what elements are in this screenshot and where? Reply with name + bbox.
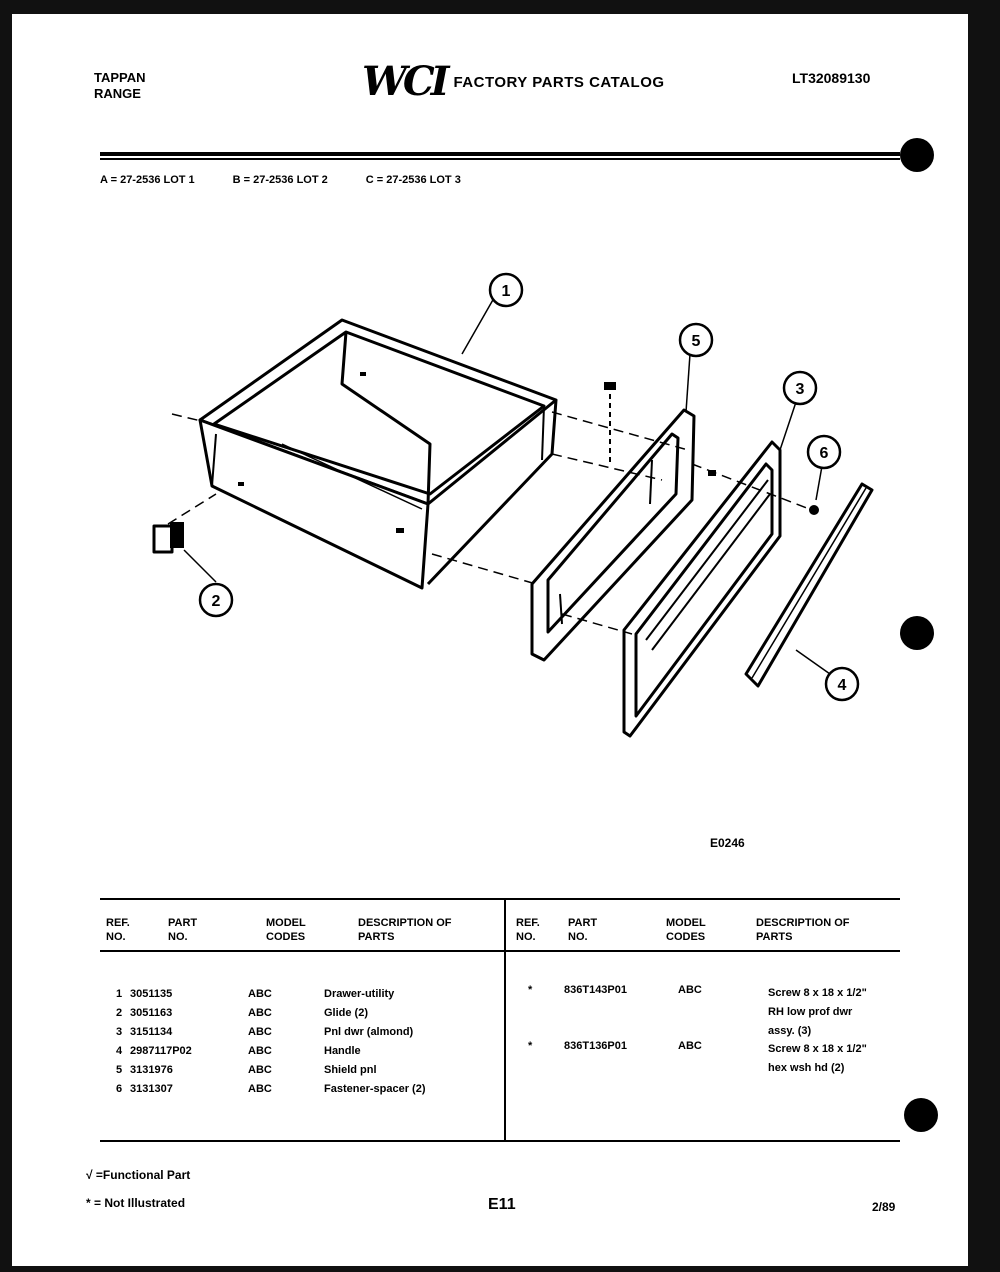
part-number-cell: 836T143P01 [564,984,627,996]
legend-functional: √ =Functional Part [86,1168,191,1182]
model-code-cell: ABC [678,1040,702,1052]
description-cell: Glide (2) [324,1006,369,1019]
model-code-cell: ABC [248,1044,272,1057]
brand-name: TAPPAN [94,70,146,85]
description-cell: Screw 8 x 18 x 1/2" RH low prof dwr assy. (3) [768,987,867,1037]
description-cell: Shield pnl [324,1063,377,1076]
revision-date: 2/89 [872,1200,896,1214]
callout-3: 3 [795,381,805,398]
catalog-page [12,14,968,1266]
ref-cell: 6 [116,1082,123,1095]
page-code: E11 [488,1196,516,1213]
exploded-parts-diagram [132,254,892,754]
figure-id: E0246 [710,836,745,850]
brand-block [94,70,146,102]
header-model-codes: MODEL CODES [266,917,306,943]
table-row [88,1003,484,1022]
ref-cell: * [528,1040,533,1052]
model-code-cell: ABC [248,987,272,1000]
description-cell: Screw 8 x 18 x 1/2" hex wsh hd (2) [768,1043,867,1074]
lot-code-c: C = 27-2536 LOT 3 [365,174,461,186]
lot-code-a: A = 27-2536 LOT 1 [100,174,195,186]
header-ref-no: REF. NO. [106,917,130,943]
ref-cell: 3 [116,1025,123,1038]
description-cell: Fastener-spacer (2) [324,1082,426,1095]
header-part-no: PART NO. [168,917,198,943]
header-rule-thin [100,158,900,160]
drawer-utility-drawing [200,320,556,588]
model-code-cell: ABC [248,1006,272,1019]
table-row [512,1040,908,1078]
header-description: DESCRIPTION OF PARTS [756,917,850,943]
header-ref-no: REF. NO. [516,917,540,943]
catalog-number: LT32089130 [792,70,871,86]
part-number-cell: 3051135 [130,987,173,1000]
table-column-divider [504,900,506,1140]
part-number-cell: 3051163 [130,1006,173,1019]
description-cell: Handle [324,1044,361,1057]
table-row [512,984,908,1041]
callout-4: 4 [837,677,847,694]
legend-not-illustrated: * = Not Illustrated [86,1196,186,1210]
catalog-heading [362,58,665,105]
punch-hole-icon [900,616,934,650]
header-rule [100,152,900,156]
ref-cell: 5 [116,1063,123,1076]
table-row [88,1060,484,1079]
description-cell: Drawer-utility [324,987,395,1000]
table-rule-bottom [100,1140,900,1142]
lot-codes [100,174,461,186]
part-number-cell: 3151134 [130,1025,173,1038]
ref-cell: 1 [116,987,123,1000]
part-number-cell: 3131307 [130,1082,173,1095]
punch-hole-icon [900,138,934,172]
callout-1: 1 [501,283,511,300]
table-rule-top [100,898,900,900]
screw-drawing [604,382,616,464]
ref-cell: 4 [116,1044,123,1057]
header-model-codes: MODEL CODES [666,917,706,943]
header-description: DESCRIPTION OF PARTS [358,917,452,943]
catalog-title: FACTORY PARTS CATALOG [453,73,665,91]
table-row [88,984,484,1003]
model-code-cell: ABC [678,984,702,996]
glide-drawing [154,522,184,552]
model-code-cell: ABC [248,1025,272,1038]
part-number-cell: 836T136P01 [564,1040,627,1052]
model-code-cell: ABC [248,1063,272,1076]
part-number-cell: 2987117P02 [130,1044,192,1057]
ref-cell: * [528,984,533,996]
lot-code-b: B = 27-2536 LOT 2 [232,174,328,186]
table-row [88,1041,484,1060]
fastener-drawing [809,505,819,515]
table-row [88,1079,484,1098]
table-rule-header [100,950,900,952]
callout-2: 2 [211,593,221,610]
model-code-cell: ABC [248,1082,272,1095]
table-row [88,1022,484,1041]
product-type: RANGE [94,86,141,101]
callout-5: 5 [691,333,701,350]
wci-logo: WCI [362,58,446,105]
description-cell: Pnl dwr (almond) [324,1025,414,1038]
punch-hole-icon [904,1098,938,1132]
part-number-cell: 3131976 [130,1063,173,1076]
ref-cell: 2 [116,1006,123,1019]
header-part-no: PART NO. [568,917,598,943]
callout-6: 6 [819,445,829,462]
